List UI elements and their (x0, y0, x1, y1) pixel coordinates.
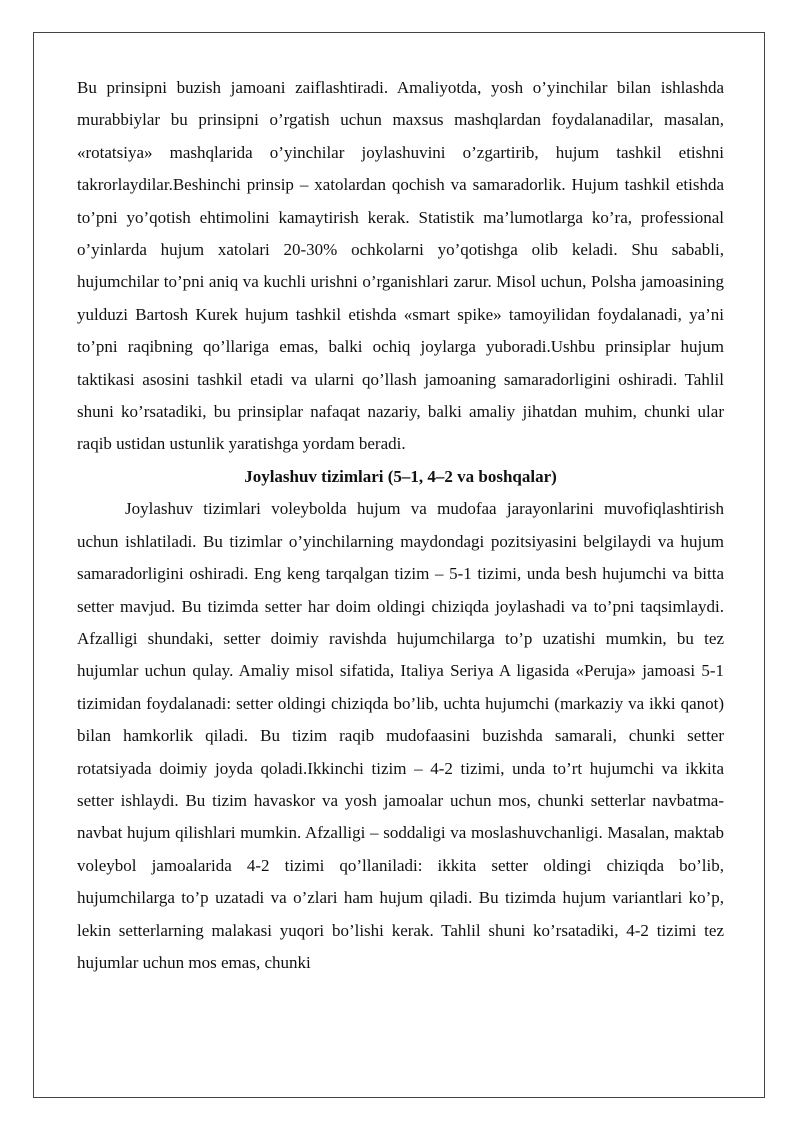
section-heading: Joylashuv tizimlari (5–1, 4–2 va boshqalar) (244, 466, 557, 486)
body-paragraph: Joylashuv tizimlari voleybolda hujum va mudofaa jarayonlarini muvofiqlashtirish uchun ishlatiladi. Bu tizimlar o’yinchilarning maydondagi pozitsiyasini belgilaydi va hujum samaradorligini oshiradi. Eng keng tarqalgan tizim – 5-1 tizimi, unda besh hujumchi va bitta setter mavjud. Bu tizimda setter har doim oldingi chiziqda joylashadi va to’pni taqsimlaydi. Afzalligi shundaki, setter doimiy ravishda hujumchilarga to’p uzatishi mumkin, bu tez hujumlar uchun qulay. Amaliy misol sifatida, Italiya Seriya A ligasida «Peruja» jamoasi 5-1 tizimidan foydalanadi: setter oldingi chiziqda bo’lib, uchta hujumchi (markaziy va ikki qanot) bilan hamkorlik qiladi. Bu tizim raqib mudofaasini buzishda samarali, chunki setter rotatsiyada doimiy joyda qoladi.Ikkinchi tizim – 4-2 tizimi, unda to’rt hujumchi va ikkita setter ishlaydi. Bu tizim havaskor va yosh jamoalar uchun mos, chunki setterlar navbatma-navbat hujum qilishlari mumkin. Afzalligi – soddaligi va moslashuvchanligi. Masalan, maktab voleybol jamoalarida 4-2 tizimi qo’llaniladi: ikkita setter oldingi chiziqda bo’lib, hujumchilarga to’p uzatadi va o’zlari ham hujum qiladi. Bu tizimda hujum variantlari ko’p, lekin setterlarning malakasi yuqori bo’lishi kerak. Tahlil shuni ko’rsatadiki, 4-2 tizimi tez hujumlar uchun mos emas, chunki (77, 499, 724, 972)
body-paragraph: Bu prinsipni buzish jamoani zaiflashtiradi. Amaliyotda, yosh o’yinchilar bilan ishlashda murabbiylar bu prinsipni o’rgatish uchun maxsus mashqlardan foydalanadilar, masalan, «rotatsiya» mashqlarida o’yinchilar joylashuvini o’zgartirib, hujum tashkil etishni takrorlaydilar.Beshinchi prinsip – xatolardan qochish va samaradorlik. Hujum tashkil etishda to’pni yo’qotish ehtimolini kamaytirish kerak. Statistik ma’lumotlarga ko’ra, professional o’yinlarda hujum xatolari 20-30% ochkolarni yo’qotishga olib keladi. Shu sababli, hujumchilar to’pni aniq va kuchli urishni o’rganishlari zarur. Misol uchun, Polsha jamoasining yulduzi Bartosh Kurek hujum tashkil etishda «smart spike» tamoyilidan foydalanadi, ya’ni to’pni raqibning qo’llariga emas, balki ochiq joylarga yuboradi.Ushbu prinsiplar hujum taktikasi asosini tashkil etadi va ularni qo’llash jamoaning samaradorligini oshiradi. Tahlil shuni ko’rsatadiki, bu prinsiplar nafaqat nazariy, balki amaliy jihatdan muhim, chunki ular raqib ustidan ustunlik yaratishga yordam beradi. (77, 78, 724, 454)
document-body (77, 72, 724, 979)
